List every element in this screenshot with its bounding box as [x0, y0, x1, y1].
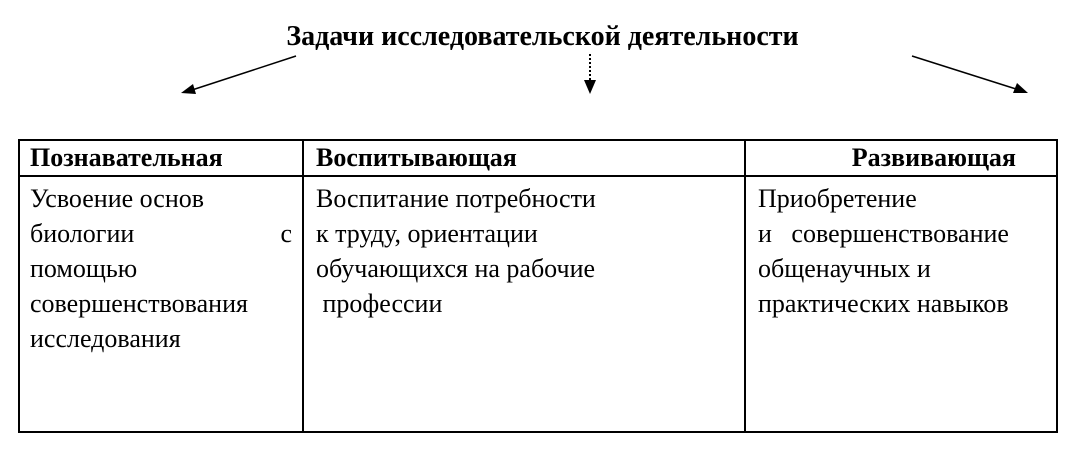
- text-line: помощью: [30, 254, 138, 283]
- text-line: исследования: [30, 324, 181, 353]
- word: с: [280, 219, 292, 248]
- tasks-table: [18, 139, 1058, 433]
- column-text-educational: [302, 177, 744, 431]
- arrows: [0, 0, 1070, 130]
- text-line: Приобретение: [758, 184, 917, 213]
- text-line: Воспитание потребности: [316, 184, 596, 213]
- text-line: практических навыков: [758, 289, 1009, 318]
- column-text-developmental: [744, 177, 1056, 431]
- arrow-right: [912, 56, 1028, 93]
- text-line: обучающихся на рабочие: [316, 254, 596, 283]
- word: биологии: [30, 219, 135, 248]
- text-line: профессии: [316, 289, 443, 318]
- text-line: и совершенствование: [758, 219, 1009, 248]
- column-heading-educational: Воспитывающая: [302, 141, 744, 177]
- column-heading-cognitive: Познавательная: [20, 141, 302, 177]
- column-heading-developmental: Развивающая: [744, 141, 1056, 177]
- diagram-title: Задачи исследовательской деятельности: [286, 21, 799, 52]
- text-line: совершенствования: [30, 289, 248, 318]
- text-line: Усвоение основ: [30, 184, 205, 213]
- text-line-justified: [30, 216, 292, 251]
- arrow-left: [181, 56, 296, 94]
- arrow-down: [584, 54, 596, 94]
- text-line: общенаучных и: [758, 254, 931, 283]
- text-line: к труду, ориентации: [316, 219, 538, 248]
- column-text-cognitive: [20, 177, 302, 431]
